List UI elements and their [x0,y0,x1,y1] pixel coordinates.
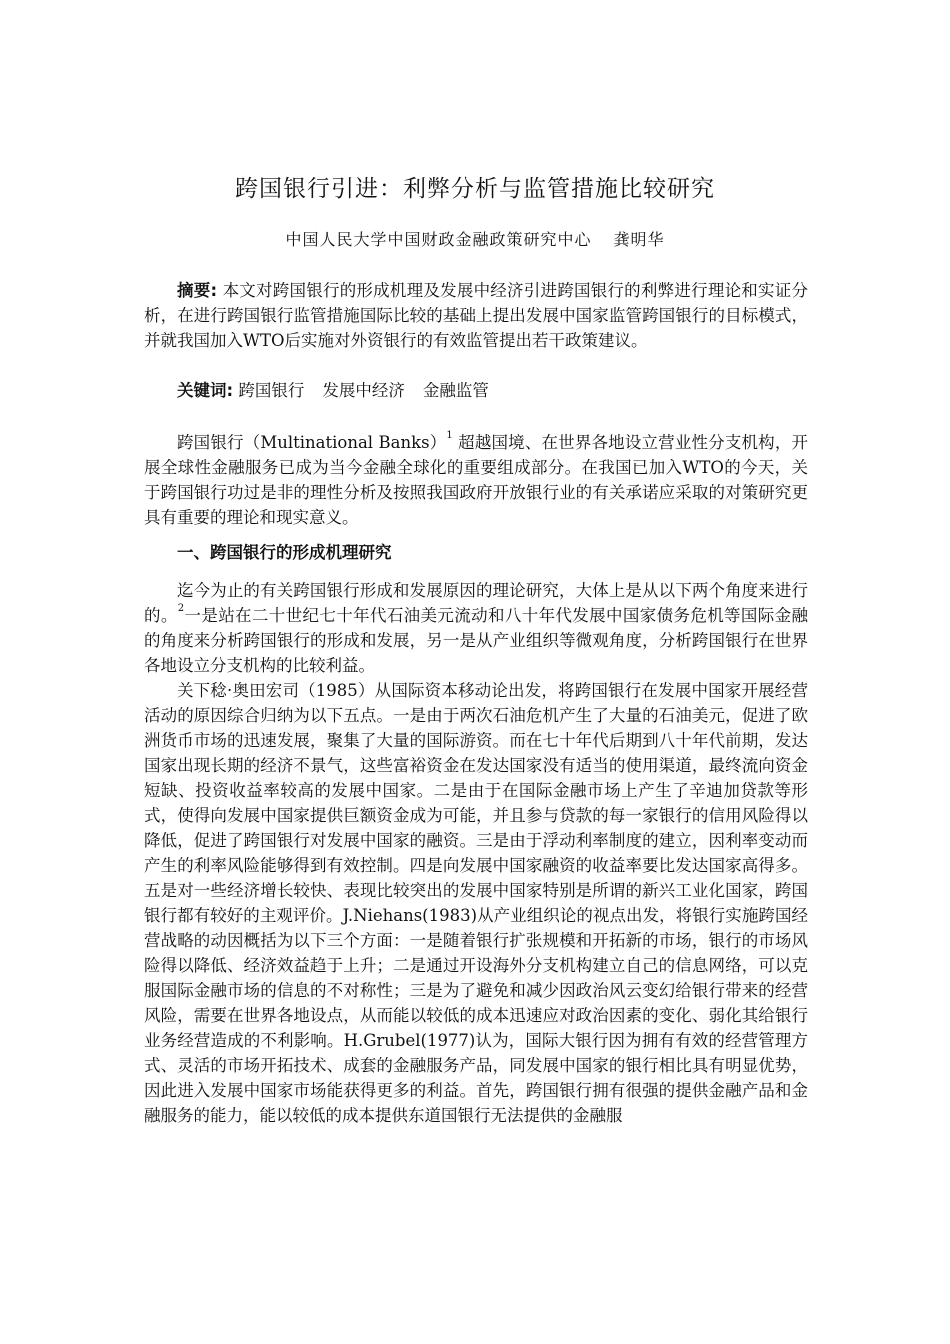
affiliation-line [0,228,950,252]
section-paragraph-1 [144,578,808,678]
section-heading [144,540,808,565]
intro-paragraph [144,430,808,530]
paper-title: 跨国银行引进：利弊分析与监管措施比较研究 [235,176,715,202]
intro-text-rest: 超越国境、在世界各地设立营业性分支机构，开展全球性金融服务已成为当今金融全球化的重要组成部分。在我国已加入WTO的今天，关于跨国银行功过是非的理性分析及按照我国政府开放银行业的有关承诺应采取的对策研究更具有重要的理论和现实意义。 [144,433,808,527]
intro-text-start: 跨国银行（Multinational Banks） [177,433,447,452]
keywords-label: 关键词: [177,381,234,400]
footnote-marker[interactable]: 2 [177,603,185,614]
paragraph-text-rest: 一是站在二十世纪七十年代石油美元流动和八十年代发展中国家债务危机等国际金融的角度来分析跨国银行的形成和发展，另一是从产业组织等微观角度，分析跨国银行在世界各地设立分支机构的比较利益。 [144,606,809,675]
abstract-label: 摘要: [177,281,218,300]
keywords-block [144,378,808,403]
footnote-marker[interactable]: 1 [446,430,453,441]
section-paragraph-2: 关下稔·奥田宏司（1985）从国际资本移动论出发，将跨国银行在发展中国家开展经营活动的原因综合归纳为以下五点。一是由于两次石油危机产生了大量的石油美元，促进了欧洲货币市场的迅速发展，聚集了大量的国际游资。而在七十年代后期到八十年代前期，发达国家出现长期的经济不景气，这些富裕资金在发达国家没有适当的使用渠道，最终流向资金短缺、投资收益率较高的发展中国家。二是由于在国际金融市场上产生了辛迪加贷款等形式，使得向发展中国家提供巨额资金成为可能，并且参与贷款的每一家银行的信用风险得以降低，促进了跨国银行对发展中国家的融资。三是由于浮动利率制度的建立，因利率变动而产生的利率风险能够得到有效控制。四是向发展中国家融资的收益率要比发达国家高得多。五是对一些经济增长较快、表现比较突出的发展中国家特别是所谓的新兴工业化国家，跨国银行都有较好的主观评价。J.Niehans(1983)从产业组织论的视点出发，将银行实施跨国经营战略的动因概括为以下三个方面：一是随着银行扩张规模和开拓新的市场，银行的市场风险得以降低、经济效益趋于上升；二是通过开设海外分支机构建立自己的信息网络，可以克服国际金融市场的信息的不对称性；三是为了避免和减少因政治风云变幻给银行带来的经营风险，需要在世界各地设点，从而能以较低的成本迅速应对政治因素的变化、弱化其给银行业务经营造成的不利影响。H.Grubel(1977)认为，国际大银行因为拥有有效的经营管理方式、灵活的市场开拓技术、成套的金融服务产品，同发展中国家的银行相比具有明显优势，因此进入发展中国家市场能获得更多的利益。首先，跨国银行拥有很强的提供金融产品和金融服务的能力，能以较低的成本提供东道国银行无法提供的金融服 [144,681,808,1125]
keyword: 跨国银行 [238,381,305,400]
keyword: 金融监管 [422,381,489,400]
affiliation: 中国人民大学中国财政金融政策研究中心 [285,230,592,249]
keyword: 发展中经济 [322,381,405,400]
paragraph-text-start: 迄今为止的有关跨国银行形成和发展原因的理论研究，大体上是从以下两个角度来进行的。 [144,581,808,625]
section-heading-text: 一、跨国银行的形成机理研究 [177,543,392,562]
section-body [144,578,808,1128]
abstract-block [144,278,808,353]
abstract-text: 本文对跨国银行的形成机理及发展中经济引进跨国银行的利弊进行理论和实证分析，在进行跨国银行监管措施国际比较的基础上提出发展中国家监管跨国银行的目标模式，并就我国加入WTO后实施对外资银行的有效监管提出若干政策建议。 [144,281,809,350]
author-name: 龚明华 [613,230,665,249]
